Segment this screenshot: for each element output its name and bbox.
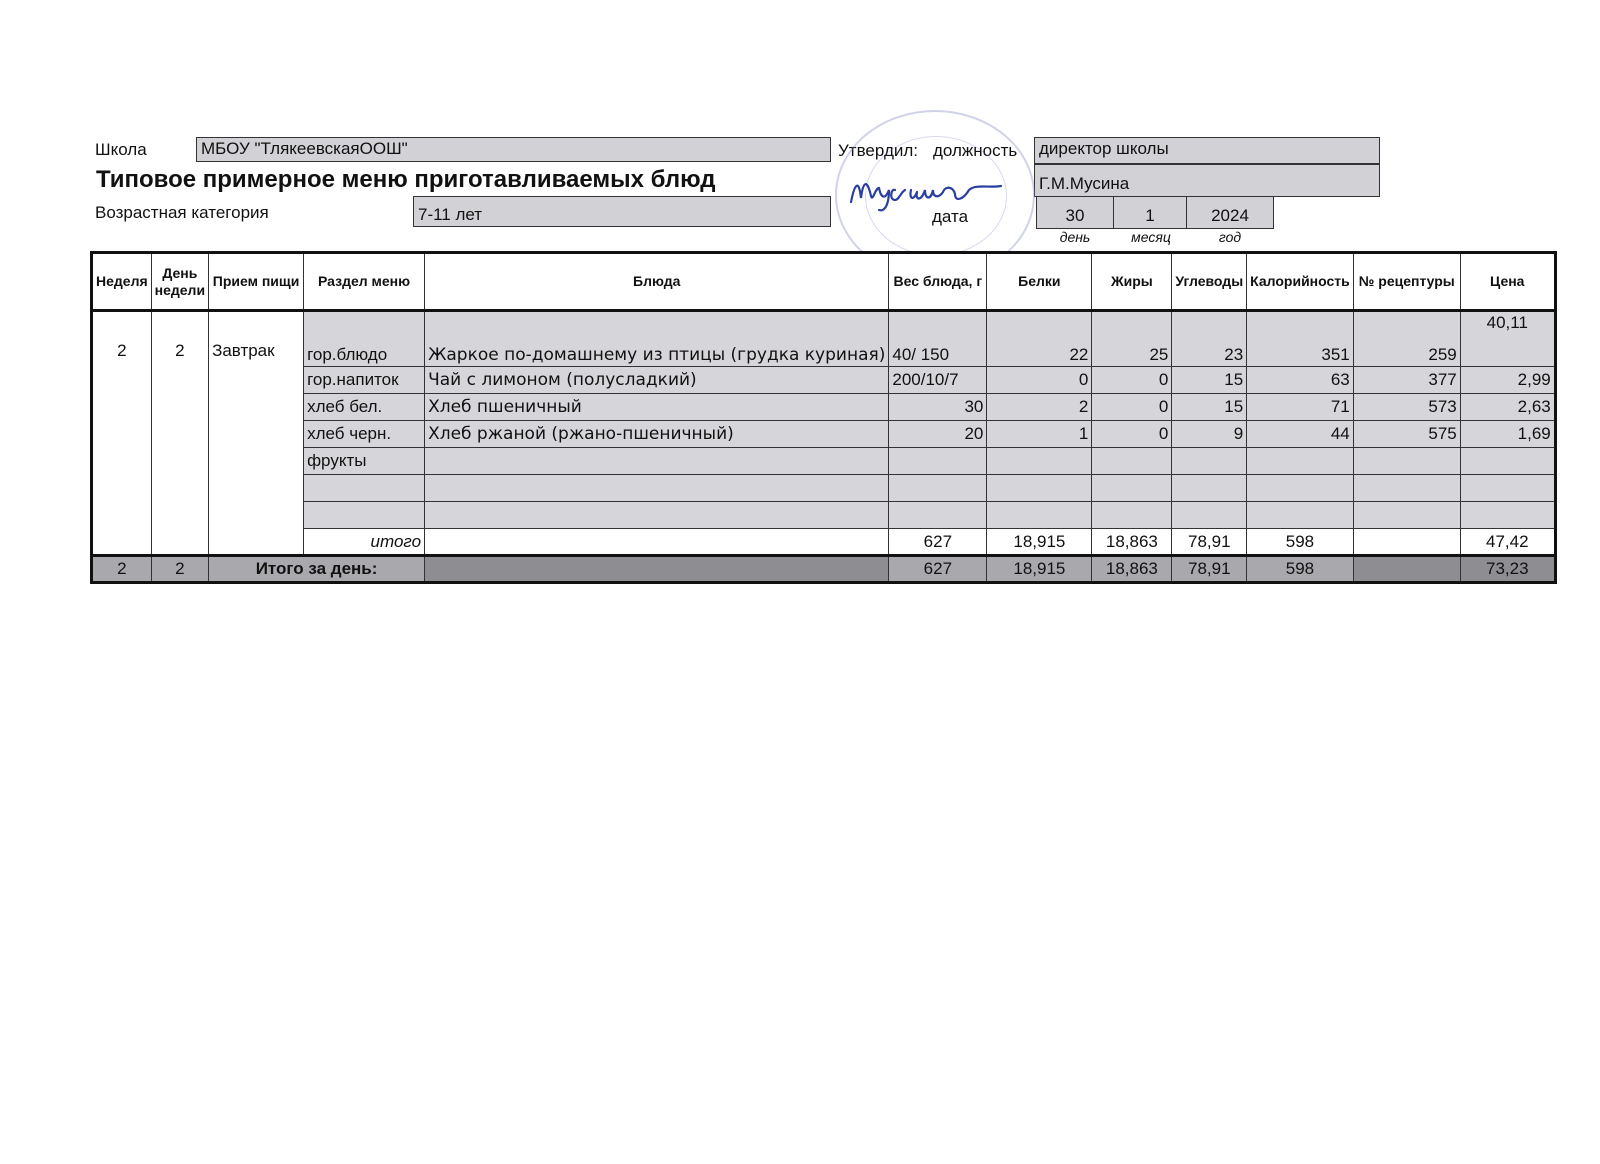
recipe-cell: 573 (1353, 394, 1460, 421)
menu-table (90, 251, 1557, 584)
age-category-field[interactable]: 7-11 лет (413, 196, 831, 227)
table-row (92, 367, 1556, 394)
dish-cell (425, 448, 889, 475)
fat-cell (1092, 448, 1172, 475)
col-price: Цена (1460, 253, 1555, 311)
date-day-caption: день (1059, 229, 1091, 245)
col-carbs: Углеводы (1172, 253, 1247, 311)
carbs-cell: 9 (1172, 421, 1247, 448)
col-weekday: День недели (151, 253, 208, 311)
kcal-cell: 351 (1247, 311, 1354, 367)
subtotal-label: итого (304, 529, 425, 556)
approved-label: Утвердил: (838, 141, 919, 160)
price-cell: 40,11 (1460, 311, 1555, 367)
fat-cell: 0 (1092, 394, 1172, 421)
carbs-cell: 23 (1172, 311, 1247, 367)
carbs-cell: 15 (1172, 394, 1247, 421)
table-header-row (92, 253, 1556, 311)
kcal-cell (1247, 448, 1354, 475)
kcal-cell: 44 (1247, 421, 1354, 448)
total-protein: 18,915 (987, 556, 1092, 583)
total-carbs: 78,91 (1172, 556, 1247, 583)
section-cell: хлеб черн. (304, 421, 425, 448)
table-row (92, 421, 1556, 448)
subtotal-fat: 18,863 (1092, 529, 1172, 556)
price-cell: 2,99 (1460, 367, 1555, 394)
protein-cell: 0 (987, 367, 1092, 394)
section-cell: гор.блюдо (304, 311, 425, 367)
col-section: Раздел меню (304, 253, 425, 311)
dish-cell: Хлеб пшеничный (425, 394, 889, 421)
fat-cell: 0 (1092, 421, 1172, 448)
col-week: Неделя (92, 253, 152, 311)
day-total-label: Итого за день: (209, 556, 425, 583)
total-price: 73,23 (1460, 556, 1555, 583)
total-kcal: 598 (1247, 556, 1354, 583)
fat-cell: 25 (1092, 311, 1172, 367)
section-cell: хлеб бел. (304, 394, 425, 421)
date-year-caption: год (1218, 229, 1242, 245)
weight-cell: 30 (889, 394, 987, 421)
school-label: Школа (95, 140, 147, 159)
position-label: должность (933, 141, 1018, 160)
recipe-cell: 377 (1353, 367, 1460, 394)
recipe-cell: 259 (1353, 311, 1460, 367)
col-dish: Блюда (425, 253, 889, 311)
price-cell: 1,69 (1460, 421, 1555, 448)
protein-cell: 2 (987, 394, 1092, 421)
kcal-cell: 71 (1247, 394, 1354, 421)
carbs-cell (1172, 448, 1247, 475)
page-title: Типовое примерное меню приготавливаемых блюд (96, 166, 716, 193)
table-row (92, 311, 1556, 367)
subtotal-row (92, 529, 1556, 556)
subtotal-price: 47,42 (1460, 529, 1555, 556)
weight-cell: 20 (889, 421, 987, 448)
school-field[interactable]: МБОУ "ТлякеевскаяООШ" (196, 137, 831, 162)
table-row-empty (92, 475, 1556, 502)
section-cell: фрукты (304, 448, 425, 475)
subtotal-carbs: 78,91 (1172, 529, 1247, 556)
col-kcal: Калорийность (1247, 253, 1354, 311)
day-total-row (92, 556, 1556, 583)
total-week: 2 (92, 556, 152, 583)
subtotal-kcal: 598 (1247, 529, 1354, 556)
recipe-cell (1353, 448, 1460, 475)
total-fat: 18,863 (1092, 556, 1172, 583)
col-fat: Жиры (1092, 253, 1172, 311)
date-month-field[interactable]: 1 (1113, 196, 1187, 229)
col-weight: Вес блюда, г (889, 253, 987, 311)
col-protein: Белки (987, 253, 1092, 311)
date-year-field[interactable]: 2024 (1186, 196, 1274, 229)
director-signature (845, 168, 1010, 218)
protein-cell: 1 (987, 421, 1092, 448)
col-meal: Прием пищи (209, 253, 304, 311)
weight-cell: 40/ 150 (889, 311, 987, 367)
protein-cell: 22 (987, 311, 1092, 367)
subtotal-weight: 627 (889, 529, 987, 556)
recipe-cell: 575 (1353, 421, 1460, 448)
weekday-cell: 2 (151, 311, 208, 556)
age-category-label: Возрастная категория (95, 203, 269, 222)
table-row (92, 394, 1556, 421)
price-cell: 2,63 (1460, 394, 1555, 421)
dish-cell: Чай с лимоном (полусладкий) (425, 367, 889, 394)
date-day-field[interactable]: 30 (1036, 196, 1114, 229)
section-cell: гор.напиток (304, 367, 425, 394)
table-row-empty (92, 502, 1556, 529)
position-field[interactable]: директор школы (1034, 137, 1380, 164)
week-cell: 2 (92, 311, 152, 556)
weight-cell: 200/10/7 (889, 367, 987, 394)
table-row (92, 448, 1556, 475)
col-recipe: № рецептуры (1353, 253, 1460, 311)
weight-cell (889, 448, 987, 475)
fat-cell: 0 (1092, 367, 1172, 394)
protein-cell (987, 448, 1092, 475)
meal-cell: Завтрак (209, 311, 304, 556)
director-name-field[interactable]: Г.М.Мусина (1034, 164, 1380, 197)
price-cell (1460, 448, 1555, 475)
date-month-caption: месяц (1131, 229, 1171, 245)
dish-cell: Жаркое по-домашнему из птицы (грудка куриная) (425, 311, 889, 367)
total-weekday: 2 (151, 556, 208, 583)
subtotal-protein: 18,915 (987, 529, 1092, 556)
total-weight: 627 (889, 556, 987, 583)
dish-cell: Хлеб ржаной (ржано-пшеничный) (425, 421, 889, 448)
kcal-cell: 63 (1247, 367, 1354, 394)
carbs-cell: 15 (1172, 367, 1247, 394)
date-label: дата (932, 207, 969, 226)
